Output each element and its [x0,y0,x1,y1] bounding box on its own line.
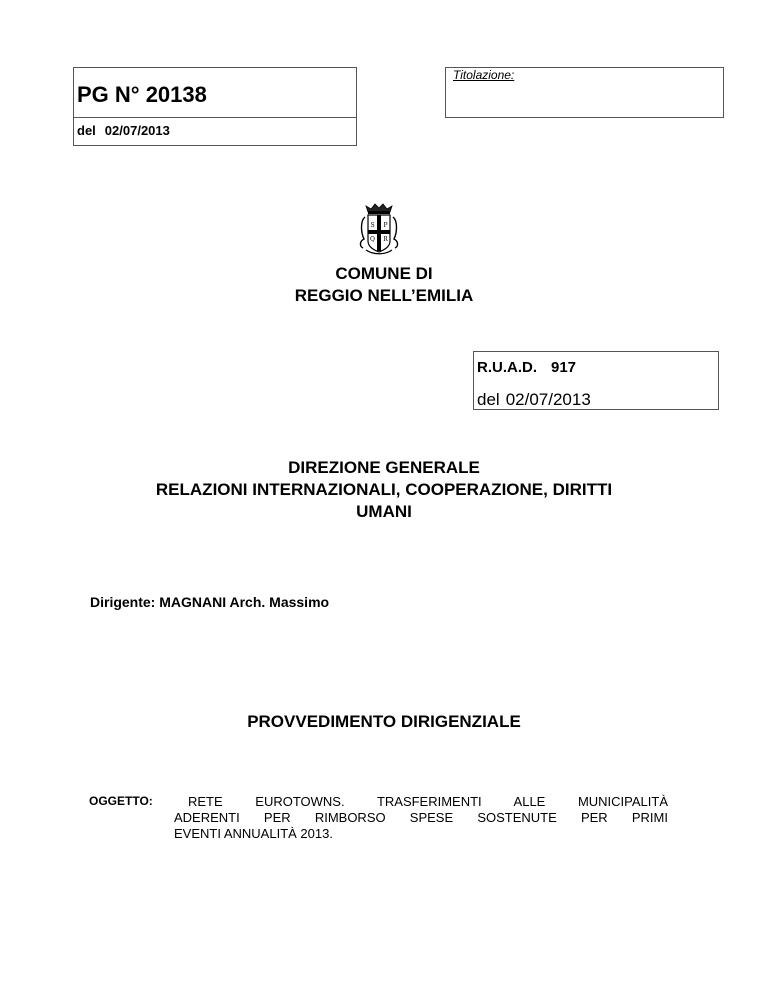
subject-text [174,794,668,842]
protocol-date-line [77,123,170,138]
subject-line-1: RETE EUROTOWNS. TRASFERIMENTI ALLE MUNICIPALITÀ [188,794,668,809]
municipality-name [234,263,534,307]
municipality-line-2: REGGIO NELL’EMILIA [294,286,474,305]
protocol-date-prefix: del [77,123,96,138]
crest-letter-p: P [383,222,388,229]
crest-letter-q: Q [370,236,375,243]
department-heading [80,457,688,523]
ruad-box [473,351,719,410]
document-type-title: PROVVEDIMENTO DIRIGENZIALE [247,712,521,731]
ruad-number: 917 [551,359,577,376]
municipality-line-1: COMUNE DI [335,264,433,283]
protocol-number-cell [74,68,356,118]
manager-line: Dirigente: MAGNANI Arch. Massimo [90,594,330,610]
department-line-1: DIREZIONE GENERALE [288,458,480,477]
department-line-3: UMANI [356,502,412,521]
ruad-label: R.U.A.D. [477,359,537,376]
ruad-number-line [477,359,576,376]
ruad-date: 02/07/2013 [505,390,591,409]
titolazione-label: Titolazione: [453,68,515,82]
protocol-date: 02/07/2013 [104,123,170,138]
subject-label: OGGETTO: [89,794,153,808]
subject-line-3: EVENTI ANNUALITÀ 2013. [174,826,333,841]
crest-letter-s: S [370,222,375,229]
protocol-number: PG N° 20138 [77,82,207,107]
titolazione-box [445,67,724,118]
ruad-date-prefix: del [477,390,500,409]
ruad-date-line [477,390,591,410]
department-line-2: RELAZIONI INTERNAZIONALI, COOPERAZIONE, DIRITTI [155,480,613,499]
city-coat-of-arms-icon [357,203,401,257]
subject-line-2: ADERENTI PER RIMBORSO SPESE SOSTENUTE PER PRIMI [174,810,668,825]
protocol-box [73,67,357,146]
crest-letter-r: R [383,236,388,243]
